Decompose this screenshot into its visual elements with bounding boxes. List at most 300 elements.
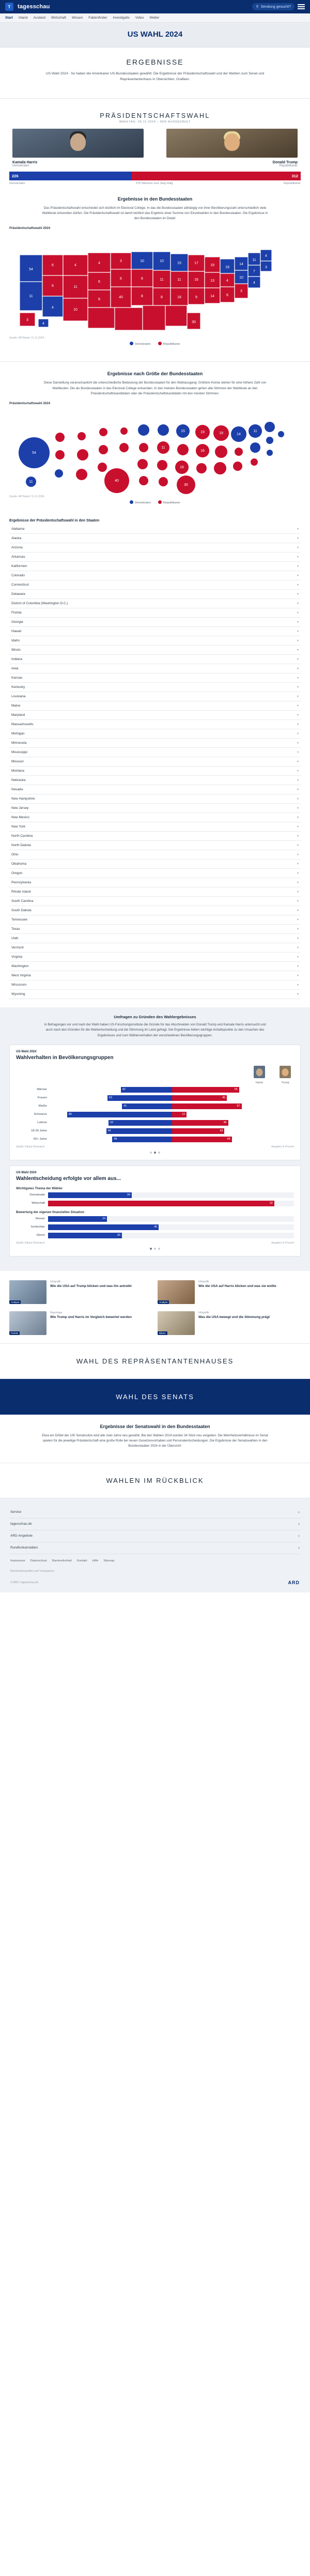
- state-name: Illinois: [11, 648, 21, 652]
- legend-dem: Demokraten: [130, 342, 150, 346]
- nav-item-wetter[interactable]: Wetter: [149, 16, 160, 20]
- footer-row-label: Service: [10, 1510, 22, 1514]
- results-lead: US-Wahl 2024 - So haben die Amerikaner US-Bundesstaaten gewählt: Die Ergebnisse der Präsidentschaftswahl und der Wahlen zum Senat und Repräsentantenhaus in Übersichten, Grafiken.: [45, 72, 265, 81]
- chevron-down-icon: ▾: [297, 630, 299, 634]
- chevron-down-icon: ▾: [297, 937, 299, 941]
- teaser-tag: Analyse: [158, 1300, 169, 1304]
- state-row-kansas[interactable]: [9, 673, 301, 683]
- candidate-harris[interactable]: [12, 129, 144, 167]
- poll-card-issues[interactable]: [9, 1166, 301, 1256]
- poll-card-groups-pagination[interactable]: [16, 1152, 294, 1154]
- state-name: Indiana: [11, 657, 22, 662]
- teaser-row-2: [9, 1310, 301, 1335]
- candidate-harris-name: Kamala Harris: [12, 159, 38, 164]
- page-title-band: [0, 23, 310, 48]
- svg-text:54: 54: [29, 268, 33, 272]
- poll-card-issues-pagination[interactable]: [16, 1248, 294, 1250]
- state-row-new-hampshire[interactable]: [9, 794, 301, 804]
- svg-text:13: 13: [210, 279, 214, 283]
- state-name: New York: [11, 825, 25, 829]
- state-row-delaware[interactable]: [9, 590, 301, 599]
- svg-text:3: 3: [240, 289, 242, 294]
- poll-value-right: 12: [182, 1113, 185, 1116]
- teaser-card-2[interactable]: [158, 1280, 301, 1304]
- polls-section: [0, 1007, 310, 1271]
- state-row-michigan[interactable]: [9, 729, 301, 739]
- poll-row-schwarze: [16, 1112, 294, 1117]
- state-row-oklahoma[interactable]: [9, 860, 301, 869]
- us-bubble-map[interactable]: [9, 407, 301, 495]
- state-row-alabama[interactable]: [9, 525, 301, 534]
- state-row-nebraska[interactable]: [9, 776, 301, 785]
- chevron-down-icon: ▾: [297, 611, 299, 615]
- chevron-down-icon: ▾: [298, 1546, 300, 1550]
- chevron-down-icon: ▾: [297, 946, 299, 950]
- poll-row-maenner: [16, 1087, 294, 1093]
- search-pill[interactable]: [252, 3, 295, 10]
- nav-item-video[interactable]: Video: [135, 16, 144, 20]
- state-row-south-dakota[interactable]: [9, 906, 301, 915]
- svg-text:15: 15: [181, 430, 185, 433]
- chevron-down-icon: ▾: [297, 974, 299, 978]
- state-row-maryland[interactable]: [9, 711, 301, 720]
- poll-card-groups-title: Wahlverhalten in Bevölkerungsgruppen: [16, 1054, 114, 1061]
- chevron-down-icon: ▾: [297, 853, 299, 857]
- candidate-harris-party: Demokraten: [12, 164, 29, 167]
- chevron-down-icon: ▾: [297, 556, 299, 559]
- state-name: Ohio: [11, 853, 19, 857]
- nav-item-start[interactable]: Start: [5, 16, 13, 20]
- legend-dem-2: Demokraten: [130, 500, 150, 504]
- state-row-connecticut[interactable]: [9, 580, 301, 590]
- poll-head-harris: Harris: [254, 1066, 265, 1085]
- pagination-dot[interactable]: [158, 1152, 160, 1154]
- issue-value: 45: [154, 1225, 158, 1229]
- copyright: © ARD / tagesschau.de: [10, 1581, 38, 1584]
- state-name: Delaware: [11, 592, 25, 596]
- chevron-down-icon: ▾: [297, 891, 299, 894]
- svg-text:4: 4: [265, 254, 267, 258]
- svg-text:7: 7: [253, 270, 255, 274]
- state-name: South Dakota: [11, 909, 32, 913]
- state-row-wisconsin[interactable]: [9, 980, 301, 990]
- footer-row-label: ARD-Angebote: [10, 1534, 33, 1538]
- state-row-nevada[interactable]: [9, 785, 301, 794]
- chevron-down-icon: ▾: [297, 574, 299, 578]
- svg-text:4: 4: [74, 264, 76, 268]
- state-row-pennsylvania[interactable]: [9, 878, 301, 887]
- footer-links: [9, 1554, 301, 1568]
- poll-value-left: 52: [110, 1121, 114, 1125]
- teaser-headline: Wie die USA auf Trump blicken und was ihn antreibt: [50, 1284, 132, 1288]
- svg-text:8: 8: [161, 296, 163, 300]
- issue-value: 24: [102, 1217, 106, 1221]
- state-name: Idaho: [11, 639, 20, 643]
- chevron-down-icon: ▾: [297, 751, 299, 755]
- svg-text:6: 6: [98, 280, 100, 284]
- svg-text:4: 4: [52, 306, 54, 310]
- state-row-maine[interactable]: [9, 701, 301, 711]
- pagination-dot-active[interactable]: [150, 1248, 152, 1250]
- teaser-meta: Reportage: [50, 1311, 63, 1314]
- svg-text:19: 19: [219, 432, 223, 435]
- footer: [0, 1498, 310, 1592]
- state-name: District of Columbia (Washington D.C.): [11, 602, 68, 606]
- state-row-hawaii[interactable]: [9, 627, 301, 636]
- state-name: Oklahoma: [11, 862, 27, 866]
- bubble-map-source: Quelle: AP/Stand: 11.11.2024: [9, 495, 44, 499]
- banner-elections-retrospective[interactable]: WAHLEN IM RÜCKBLICK: [0, 1463, 310, 1498]
- state-name: Massachusetts: [11, 723, 34, 727]
- state-row-west-virginia[interactable]: [9, 971, 301, 980]
- nav-item-wissen[interactable]: Wissen: [71, 16, 83, 20]
- state-row-ohio[interactable]: [9, 850, 301, 860]
- issue-label: Gleich: [36, 1234, 45, 1237]
- footer-link-impressum[interactable]: Impressum: [10, 1559, 25, 1562]
- brand-name[interactable]: tagesschau: [18, 4, 50, 10]
- poll-row-label: 65+ Jahre: [34, 1138, 47, 1141]
- svg-text:14: 14: [239, 263, 243, 267]
- us-bubble-svg: [9, 407, 301, 495]
- divider: [0, 98, 310, 99]
- brand-logo-icon[interactable]: [5, 3, 13, 11]
- hamburger-menu-icon[interactable]: [298, 4, 305, 9]
- chevron-down-icon: ▾: [297, 742, 299, 745]
- state-row-tennessee[interactable]: [9, 915, 301, 925]
- state-name: Kalifornien: [11, 564, 27, 569]
- poll-unit: Angaben in Prozent: [271, 1145, 294, 1148]
- svg-text:15: 15: [177, 262, 181, 266]
- state-name: Oregon: [11, 871, 23, 876]
- footer-link-sitemap[interactable]: Sitemap: [103, 1559, 115, 1562]
- poll-row-label: 18-29 Jahre: [31, 1129, 47, 1133]
- state-row-kalifornien[interactable]: [9, 562, 301, 571]
- state-name: Arkansas: [11, 555, 25, 559]
- state-row-arizona[interactable]: [9, 543, 301, 553]
- teaser-thumbnail: [9, 1280, 47, 1304]
- svg-text:11: 11: [73, 285, 78, 289]
- senate-text: Etwa ein Drittel der 100 Senatssitze wird alle zwei Jahre neu gewählt. Bei den Wahlen 2024 wurden 34 Sitze neu vergeben. Die Mehrheitsverhältnisse im Senat spielen für die jeweilige Präsidentschaft eine große Rolle bei neuen Gesetzesvorhaben und Personalentscheidungen. Die Ergebnisse der Senatswahlen in den Bundesstaaten 2024 in der Übersicht:: [42, 1433, 268, 1448]
- state-name: Rhode Island: [11, 890, 31, 894]
- svg-text:11: 11: [253, 430, 257, 433]
- poll-row-label: Frauen: [37, 1096, 47, 1100]
- state-row-texas[interactable]: [9, 925, 301, 934]
- poll-card-issues-eyebrow: US-Wahl 2024: [16, 1171, 37, 1174]
- state-name: Wisconsin: [11, 983, 27, 987]
- footer-link-kontakt[interactable]: Kontakt: [76, 1559, 87, 1562]
- state-list: [9, 525, 301, 999]
- svg-text:54: 54: [32, 451, 36, 455]
- issue-row-besser: [16, 1216, 294, 1222]
- banner-house-of-representatives[interactable]: WAHL DES REPRÄSENTANTENHAUSES: [0, 1343, 310, 1379]
- state-row-new-york[interactable]: [9, 822, 301, 832]
- svg-text:6: 6: [226, 294, 228, 298]
- issue-value: 30: [117, 1234, 120, 1237]
- candidate-row: [9, 129, 301, 167]
- issue-row-gleich: [16, 1233, 294, 1238]
- state-row-dc[interactable]: [9, 599, 301, 608]
- svg-text:6: 6: [98, 298, 100, 302]
- state-row-colorado[interactable]: [9, 571, 301, 580]
- footer-note: Nachrichtenquellen und Transparenz: [10, 1569, 54, 1573]
- state-name: Tennessee: [11, 918, 27, 922]
- state-row-alaska[interactable]: [9, 534, 301, 543]
- chevron-down-icon: ▾: [297, 844, 299, 848]
- elector-bar-legend-note: 270 Stimmen zum Sieg nötig: [135, 181, 173, 185]
- chevron-down-icon: ▾: [297, 928, 299, 931]
- state-row-north-dakota[interactable]: [9, 841, 301, 850]
- state-row-south-carolina[interactable]: [9, 897, 301, 906]
- bubble-map-label: Präsidentschaftswahl 2024: [9, 402, 51, 406]
- state-map-heading: Ergebnisse in den Bundesstaaten: [117, 196, 193, 202]
- pagination-dot-active[interactable]: [154, 1152, 156, 1154]
- poll-row-18-29: [16, 1128, 294, 1134]
- poll-row-weisse: [16, 1103, 294, 1109]
- svg-text:4: 4: [42, 322, 44, 326]
- nav-item-investigativ[interactable]: Investigativ: [113, 16, 130, 20]
- footer-link-hilfe[interactable]: Hilfe: [92, 1559, 99, 1562]
- state-row-new-mexico[interactable]: [9, 813, 301, 822]
- page-title: US WAHL 2024: [127, 30, 183, 39]
- chevron-down-icon: ▾: [297, 760, 299, 764]
- state-name: North Carolina: [11, 834, 33, 838]
- teasers-section: [0, 1271, 310, 1343]
- state-row-georgia[interactable]: [9, 618, 301, 627]
- poll-row-latinos: [16, 1120, 294, 1126]
- chevron-down-icon: ▾: [297, 863, 299, 866]
- teaser-tag: Analyse: [9, 1300, 21, 1304]
- state-name: New Jersey: [11, 806, 29, 810]
- poll-source: Quelle: Edison Research: [16, 1145, 45, 1148]
- chevron-down-icon: ▾: [297, 565, 299, 569]
- chevron-down-icon: ▾: [297, 788, 299, 792]
- ard-logo[interactable]: ARD: [288, 1580, 300, 1585]
- nav-item-ausland[interactable]: Ausland: [33, 16, 46, 20]
- svg-text:14: 14: [237, 433, 241, 436]
- svg-text:4: 4: [226, 279, 228, 283]
- state-name: Virginia: [11, 955, 23, 959]
- svg-text:19: 19: [225, 266, 229, 270]
- divider-2: [0, 361, 310, 362]
- poll-card-groups[interactable]: [9, 1045, 301, 1160]
- svg-text:6: 6: [141, 277, 143, 281]
- pagination-dot[interactable]: [158, 1248, 160, 1250]
- chevron-down-icon: ▾: [297, 872, 299, 876]
- footer-link-datenschutz[interactable]: Datenschutz: [30, 1559, 47, 1562]
- poll-value-left: 42: [122, 1088, 126, 1092]
- svg-text:19: 19: [200, 431, 205, 434]
- state-row-wyoming[interactable]: [9, 990, 301, 999]
- nav-item-wirtschaft[interactable]: Wirtschaft: [51, 16, 66, 20]
- footer-link-barrierefreiheit[interactable]: Barrierefreiheit: [52, 1559, 72, 1562]
- bubble-map-section: [0, 369, 310, 513]
- chevron-down-icon: ▾: [297, 835, 299, 838]
- state-name: Alabama: [11, 527, 25, 531]
- poll-value-right: 57: [237, 1105, 240, 1108]
- svg-text:10: 10: [239, 276, 243, 280]
- main-nav: [0, 13, 310, 23]
- state-name: Alaska: [11, 536, 22, 541]
- state-row-utah[interactable]: [9, 934, 301, 943]
- state-map-legend: [9, 342, 301, 346]
- state-name: New Hampshire: [11, 797, 35, 801]
- us-choropleth-map[interactable]: [9, 232, 301, 335]
- state-name: North Dakota: [11, 844, 31, 848]
- bubble-map-legend: [9, 500, 301, 504]
- state-row-idaho[interactable]: [9, 636, 301, 646]
- nav-item-inland[interactable]: Inland: [18, 16, 28, 20]
- poll-row-label: Schwarze: [34, 1113, 47, 1116]
- state-row-minnesota[interactable]: [9, 739, 301, 748]
- state-map-source: Quelle: AP/Stand: 11.11.2024: [9, 336, 44, 340]
- footer-row-ard-angebote[interactable]: [9, 1530, 301, 1542]
- state-row-louisiana[interactable]: [9, 692, 301, 701]
- state-name: Colorado: [11, 574, 25, 578]
- issue-label: Wirtschaft: [32, 1202, 45, 1205]
- state-name: Nevada: [11, 788, 23, 792]
- chevron-down-icon: ▾: [297, 714, 299, 717]
- chevron-down-icon: ▾: [298, 1510, 300, 1514]
- svg-text:30: 30: [192, 320, 196, 325]
- pagination-dot[interactable]: [154, 1248, 156, 1250]
- state-name: Washington: [11, 964, 29, 969]
- svg-text:30: 30: [184, 483, 188, 487]
- state-map-section: [0, 193, 310, 355]
- bubble-map-heading: Ergebnisse nach Größe der Bundesstaaten: [107, 371, 203, 377]
- issue-row-wirtschaft: [16, 1201, 294, 1206]
- svg-text:40: 40: [115, 479, 119, 483]
- chevron-down-icon: ▾: [297, 602, 299, 606]
- teaser-tag: Porträt: [9, 1331, 20, 1335]
- state-row-new-jersey[interactable]: [9, 804, 301, 813]
- issue-label: Besser: [35, 1217, 45, 1221]
- elector-bar-legend-rep: Republikaner: [284, 181, 301, 185]
- svg-text:10: 10: [160, 259, 164, 264]
- state-name: Utah: [11, 937, 19, 941]
- results-section: [0, 48, 310, 91]
- state-name: Arizona: [11, 546, 23, 550]
- svg-text:4: 4: [98, 262, 100, 266]
- state-row-iowa[interactable]: [9, 664, 301, 673]
- state-row-washington[interactable]: [9, 962, 301, 971]
- svg-text:40: 40: [119, 296, 123, 300]
- state-row-vermont[interactable]: [9, 943, 301, 953]
- teaser-card-1[interactable]: [9, 1280, 152, 1304]
- footer-row-service[interactable]: [9, 1507, 301, 1519]
- state-row-montana[interactable]: [9, 766, 301, 776]
- elector-bar-dem: 226: [9, 172, 132, 180]
- teaser-thumbnail: [158, 1311, 195, 1335]
- chevron-down-icon: ▾: [297, 909, 299, 913]
- svg-text:11: 11: [177, 278, 181, 282]
- poll-value-right: 46: [223, 1121, 227, 1125]
- candidate-trump-photo: [166, 129, 298, 158]
- candidate-trump[interactable]: [166, 129, 298, 167]
- senate-heading: Ergebnisse der Senatswahl in den Bundesstaaten: [100, 1423, 210, 1429]
- poll-card-issues-section1-label: Wichtigstes Thema der Wähler: [16, 1186, 63, 1190]
- state-name: Nebraska: [11, 778, 26, 783]
- footer-row-rundfunkanstalten[interactable]: [9, 1542, 301, 1554]
- state-row-mississippi[interactable]: [9, 748, 301, 757]
- state-name: New Mexico: [11, 816, 29, 820]
- svg-text:16: 16: [200, 449, 205, 453]
- chevron-down-icon: ▾: [297, 546, 299, 550]
- poll-row-65plus: [16, 1137, 294, 1142]
- teaser-meta: Infografik: [198, 1311, 209, 1314]
- chevron-down-icon: ▾: [297, 528, 299, 531]
- issue-label: Demokratie: [29, 1193, 45, 1197]
- elector-bar-legend-dem: Demokraten: [9, 181, 25, 185]
- teaser-card-4[interactable]: [158, 1311, 301, 1335]
- svg-text:16: 16: [194, 278, 198, 282]
- state-name: South Carolina: [11, 899, 34, 903]
- banner-senate[interactable]: WAHL DES SENATS: [0, 1379, 310, 1415]
- poll-value-right: 43: [220, 1129, 223, 1133]
- svg-text:6: 6: [52, 264, 54, 268]
- chevron-down-icon: ▾: [297, 807, 299, 810]
- issue-label: Schlechter: [30, 1225, 45, 1229]
- teaser-thumbnail: [9, 1311, 47, 1335]
- teaser-headline: Was die USA bewegt und die Stimmung prägt: [198, 1315, 270, 1319]
- footer-row-tagesschau[interactable]: [9, 1519, 301, 1530]
- teaser-row-1: [9, 1279, 301, 1304]
- poll-value-left: 53: [109, 1096, 112, 1100]
- nav-item-faktenfinder[interactable]: Faktenfinder: [88, 16, 107, 20]
- state-row-virginia[interactable]: [9, 953, 301, 962]
- svg-text:16: 16: [180, 466, 184, 469]
- state-list-title: Ergebnisse der Präsidentschaftswahl in den Staaten: [9, 519, 100, 523]
- state-name: Wyoming: [11, 992, 25, 996]
- search-icon: ⚲: [256, 5, 259, 9]
- poll-card-groups-heads: [16, 1066, 294, 1085]
- pagination-dot[interactable]: [150, 1152, 152, 1154]
- state-row-arkansas[interactable]: [9, 553, 301, 562]
- presidential-heading: PRÄSIDENTSCHAFTSWAHL: [100, 112, 210, 119]
- svg-text:10: 10: [73, 308, 78, 312]
- chevron-down-icon: ▾: [297, 779, 299, 783]
- chevron-down-icon: ▾: [297, 900, 299, 903]
- teaser-card-3[interactable]: [9, 1311, 152, 1335]
- elector-bar-legend: [9, 182, 301, 185]
- state-row-florida[interactable]: [9, 608, 301, 618]
- state-row-massachusetts[interactable]: [9, 720, 301, 729]
- svg-text:6: 6: [52, 284, 54, 288]
- state-row-oregon[interactable]: [9, 869, 301, 878]
- poll-row-label: Weiße: [38, 1105, 47, 1108]
- state-row-indiana[interactable]: [9, 655, 301, 664]
- state-name: West Virginia: [11, 974, 31, 978]
- state-name: Montana: [11, 769, 24, 773]
- state-row-missouri[interactable]: [9, 757, 301, 766]
- brand-logo-letter: T: [8, 4, 11, 9]
- state-row-kentucky[interactable]: [9, 683, 301, 692]
- state-row-north-carolina[interactable]: [9, 832, 301, 841]
- issue-row-demokratie: [16, 1192, 294, 1198]
- poll-source: Quelle: Edison Research: [16, 1241, 45, 1245]
- chevron-down-icon: ▾: [298, 1534, 300, 1538]
- chevron-down-icon: ▾: [297, 723, 299, 727]
- poll-value-left: 49: [114, 1138, 117, 1141]
- legend-rep: Republikaner: [158, 342, 180, 346]
- candidate-trump-party: Republikaner: [279, 164, 298, 167]
- state-name: Mississippi: [11, 750, 27, 755]
- chevron-down-icon: ▾: [297, 993, 299, 996]
- state-row-rhode-island[interactable]: [9, 887, 301, 897]
- state-name: Minnesota: [11, 741, 27, 745]
- presidential-section: [0, 106, 310, 193]
- state-row-illinois[interactable]: [9, 646, 301, 655]
- candidate-harris-photo: [12, 129, 144, 158]
